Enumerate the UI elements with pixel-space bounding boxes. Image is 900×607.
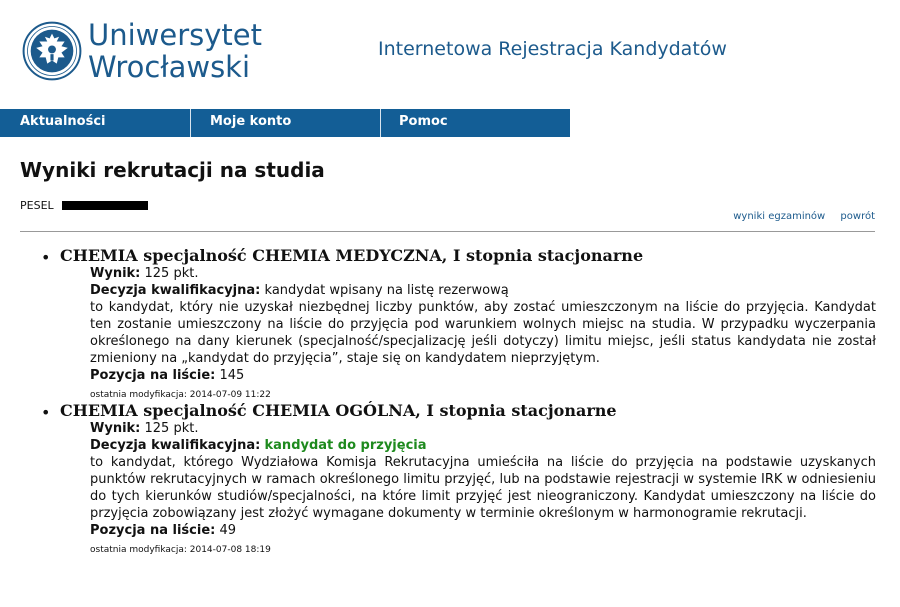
page-links	[721, 211, 875, 222]
position-value: 145	[219, 368, 245, 383]
result-details	[90, 265, 876, 384]
bullet: •	[41, 403, 51, 422]
decision-label: Decyzja kwalifikacyjna:	[90, 283, 261, 298]
results-list	[0, 246, 900, 556]
nav-item-help[interactable]: Pomoc	[399, 114, 448, 129]
last-modified: ostatnia modyfikacja: 2014-07-09 11:22	[90, 390, 271, 400]
position-label: Pozycja na liście:	[90, 368, 216, 383]
score-value: 125 pkt.	[144, 266, 199, 281]
university-logo[interactable]	[22, 12, 262, 90]
decision-value: kandydat wpisany na listę rezerwową	[264, 283, 509, 298]
decision-label: Decyzja kwalifikacyjna:	[90, 438, 261, 453]
decision-description: to kandydat, którego Wydziałowa Komisja Rekrutacyjna umieściła na liście do przyjęcia na podstawie uzyskanych punktów rekrutacyjnych w ramach określonego limitu przyjęć, lub na podstawie rejestracji w systemie IRK w odniesieniu do tych kierunków studiów/specjalności, na które limit przyjęć jest nieograniczony. Kandydat umieszczony na liście do przyjęcia zobowiązany jest złożyć wymagane dokumenty w terminie określonym w harmonogramie rekrutacji.	[90, 455, 876, 521]
site-title: Internetowa Rejestracja Kandydatów	[378, 38, 727, 60]
list-item	[0, 401, 900, 556]
bullet: •	[41, 248, 51, 267]
position-label: Pozycja na liście:	[90, 523, 216, 538]
decision-value: kandydat do przyjęcia	[264, 438, 427, 453]
result-details	[90, 420, 876, 539]
header	[0, 0, 900, 108]
pesel-row	[20, 199, 148, 212]
logo-text	[88, 19, 262, 83]
back-link[interactable]: powrót	[840, 211, 875, 222]
pesel-redaction-bar	[62, 201, 148, 210]
score-row	[90, 265, 876, 282]
exam-results-link[interactable]: wyniki egzaminów	[733, 211, 826, 222]
list-item	[0, 246, 900, 401]
logo-line-2: Wrocławski	[88, 50, 251, 84]
nav-item-my-account[interactable]: Moje konto	[191, 109, 381, 137]
score-label: Wynik:	[90, 266, 141, 281]
main-nav	[0, 109, 570, 137]
position-row	[90, 522, 876, 539]
score-value: 125 pkt.	[144, 421, 199, 436]
divider	[20, 231, 875, 232]
score-row	[90, 420, 876, 437]
page-title: Wyniki rekrutacji na studia	[20, 158, 325, 182]
score-label: Wynik:	[90, 421, 141, 436]
pesel-label: PESEL	[20, 199, 54, 212]
nav-item-news[interactable]: Aktualności	[0, 109, 191, 137]
eagle-crest-icon	[22, 13, 82, 89]
program-title: CHEMIA specjalność CHEMIA MEDYCZNA, I stopnia stacjonarne	[60, 246, 644, 265]
decision-description: to kandydat, który nie uzyskał niezbędnej liczby punktów, aby zostać umieszczonym na liście do przyjęcia. Kandydat ten zostanie umieszczony na liście do przyjęcia pod warunkiem wolnych miejsc na studia. W przypadku wyczerpania określonego na dany kierunek (specjalność/specjalizację jeśli dotyczy) limitu miejsc, jeśli status kandydata nie został zmieniony na „kandydat do przyjęcia”, staje się on kandydatem nieprzyjętym.	[90, 300, 876, 366]
program-title: CHEMIA specjalność CHEMIA OGÓLNA, I stopnia stacjonarne	[60, 401, 617, 420]
last-modified: ostatnia modyfikacja: 2014-07-08 18:19	[90, 545, 271, 555]
logo-line-1: Uniwersytet	[88, 18, 262, 52]
decision-row	[90, 437, 876, 454]
decision-row	[90, 282, 876, 299]
position-value: 49	[219, 523, 237, 538]
position-row	[90, 367, 876, 384]
